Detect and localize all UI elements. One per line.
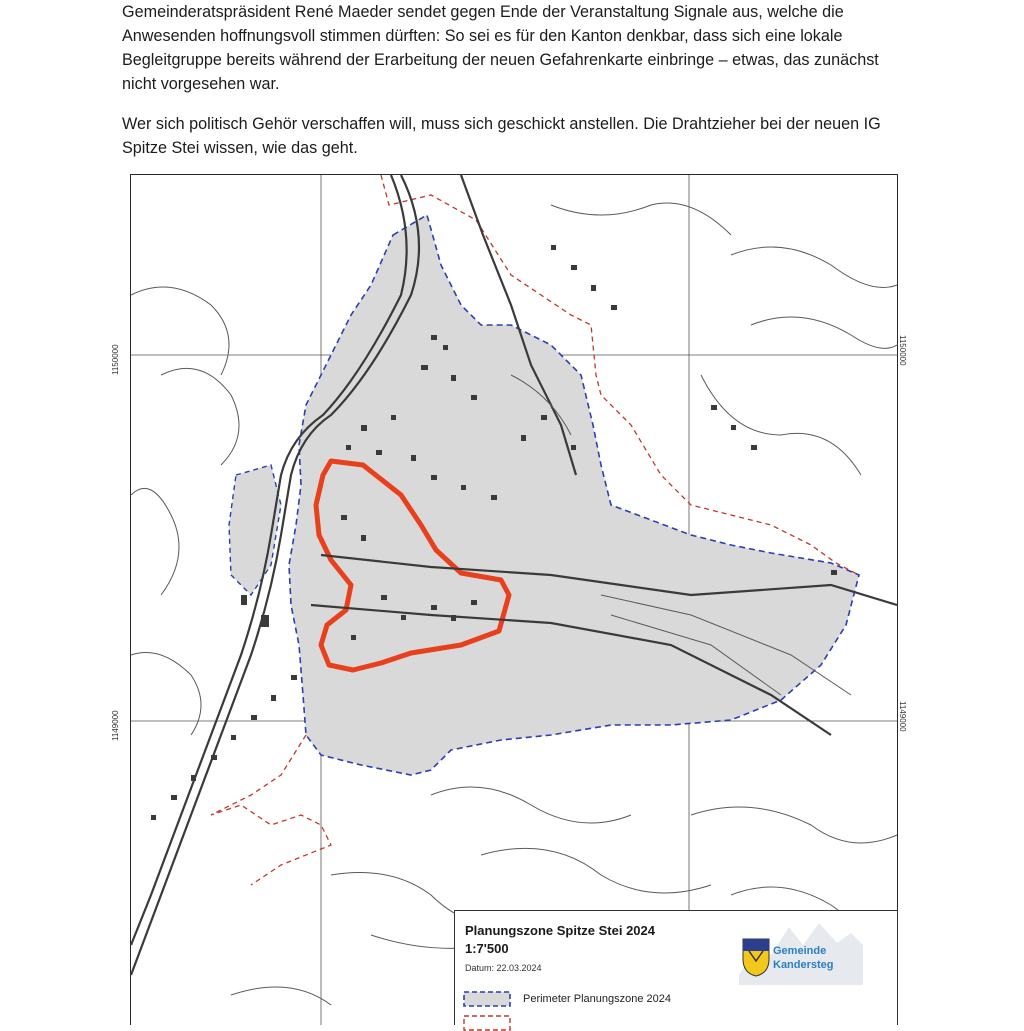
legend-label-planning-zone: Perimeter Planungszone 2024 xyxy=(523,993,671,1005)
coord-right-top: 1150000 xyxy=(898,335,907,366)
legend-symbol-red-dashed xyxy=(463,1015,511,1031)
planning-zone-area xyxy=(289,215,859,775)
map-drawing xyxy=(131,175,897,1025)
coord-right-bottom: 1149000 xyxy=(898,701,907,732)
article-paragraph-1: Gemeinderatspräsident René Maeder sendet gegen Ende der Veranstaltung Signale aus, welche die Anwesenden hoffnungsvoll stimmen dürften: So sei es für den Kanton denkbar, dass sich eine lokale Begleitgruppe bereits während der Erarbeitung der neuen Gefahrenkarte einbringe – etwas, das zunächst nicht vorgesehen war. xyxy=(122,3,879,93)
article-paragraph-2: Wer sich politisch Gehör verschaffen will, muss sich geschickt anstellen. Die Drahtzieher bei der neuen IG Spitze Stei wissen, wie das geht. xyxy=(122,115,881,157)
map-legend xyxy=(454,910,898,1025)
logo-text-line2: Kandersteg xyxy=(773,959,834,971)
legend-symbol-planning-zone xyxy=(463,991,511,1007)
municipality-logo xyxy=(739,915,863,985)
legend-date: Datum: 22.03.2024 xyxy=(465,963,542,973)
coord-left-top: 1150000 xyxy=(111,344,120,375)
planning-zone-map xyxy=(111,174,907,1025)
legend-title: Planungszone Spitze Stei 2024 xyxy=(465,923,655,938)
logo-text-line1: Gemeinde xyxy=(773,945,827,957)
municipal-coat-of-arms-icon xyxy=(741,937,771,977)
legend-scale: 1:7'500 xyxy=(465,941,509,956)
coord-left-bottom: 1149000 xyxy=(111,710,120,741)
